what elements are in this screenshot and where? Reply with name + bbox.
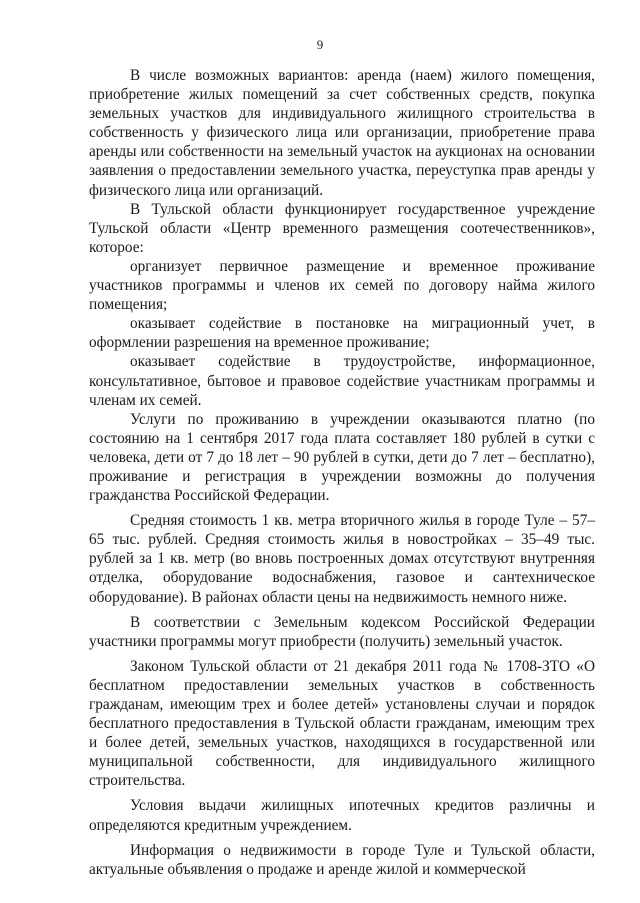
paragraph-land-code: В соответствии с Земельным кодексом Российской Федерации участники программы могут приобрести (получить) земельный участок. — [89, 613, 595, 650]
paragraph-resettlement-center: В Тульской области функционирует государственное учреждение Тульской области «Центр временного размещения соотечественников», которое: — [89, 200, 595, 256]
paragraph-land-law: Законом Тульской области от 21 декабря 2011 года № 1708-ЗТО «О бесплатном предоставлении земельных участков в собственность гражданам, имеющим трех и более детей» установлены случаи и порядок бесплатного предоставления в Тульской области гражданам, имеющим трех и более детей, земельных участков, находящихся в государственной или муниципальной собственности, для индивидуального жилищного строительства. — [89, 657, 595, 790]
paragraph-housing-prices: Средняя стоимость 1 кв. метра вторичного жилья в городе Туле – 57–65 тыс. рублей. Средняя стоимость жилья в новостройках – 35–49 тыс. рублей за 1 кв. метр (во вновь построенных домах отсутствуют внутренняя отделка, оборудование водоснабжения, газовое и сантехническое оборудование). В районах области цены на недвижимость немного ниже. — [89, 512, 595, 606]
paragraph-center-employment: оказывает содействие в трудоустройстве, информационное, консультативное, бытовое и правовое содействие участникам программы и членам их семей. — [89, 353, 595, 409]
paragraph-housing-options: В числе возможных вариантов: аренда (наем) жилого помещения, приобретение жилых помещений за счет собственных средств, покупка земельных участков для индивидуального жилищного строительства в собственность у физического лица или организации, приобретение права аренды или собственности на земельный участок на аукционах на основании заявления о предоставлении земельного участка, переуступка прав аренды у физического лица или организаций. — [89, 67, 595, 199]
page-number: 9 — [316, 37, 324, 52]
paragraph-real-estate-info: Информация о недвижимости в городе Туле и Тульской области, актуальные объявления о продаже и аренде жилой и коммерческой — [89, 841, 595, 878]
paragraph-center-registration: оказывает содействие в постановке на миграционный учет, в оформлении разрешения на временное проживание; — [89, 315, 595, 352]
paragraph-mortgage: Условия выдачи жилищных ипотечных кредитов различны и определяются кредитным учреждением. — [89, 797, 595, 834]
paragraph-accommodation-fees: Услуги по проживанию в учреждении оказываются платно (по состоянию на 1 сентября 2017 года плата составляет 180 рублей в сутки с человека, дети от 7 до 18 лет – 90 рублей в сутки, дети до 7 лет – бесплатно), проживание и регистрация в учреждении возможны до получения гражданства Российской Федерации. — [89, 410, 595, 505]
paragraph-center-accommodation: организует первичное размещение и временное проживание участников программы и членов их семей по договору найма жилого помещения; — [89, 257, 595, 314]
body-text — [89, 66, 595, 879]
